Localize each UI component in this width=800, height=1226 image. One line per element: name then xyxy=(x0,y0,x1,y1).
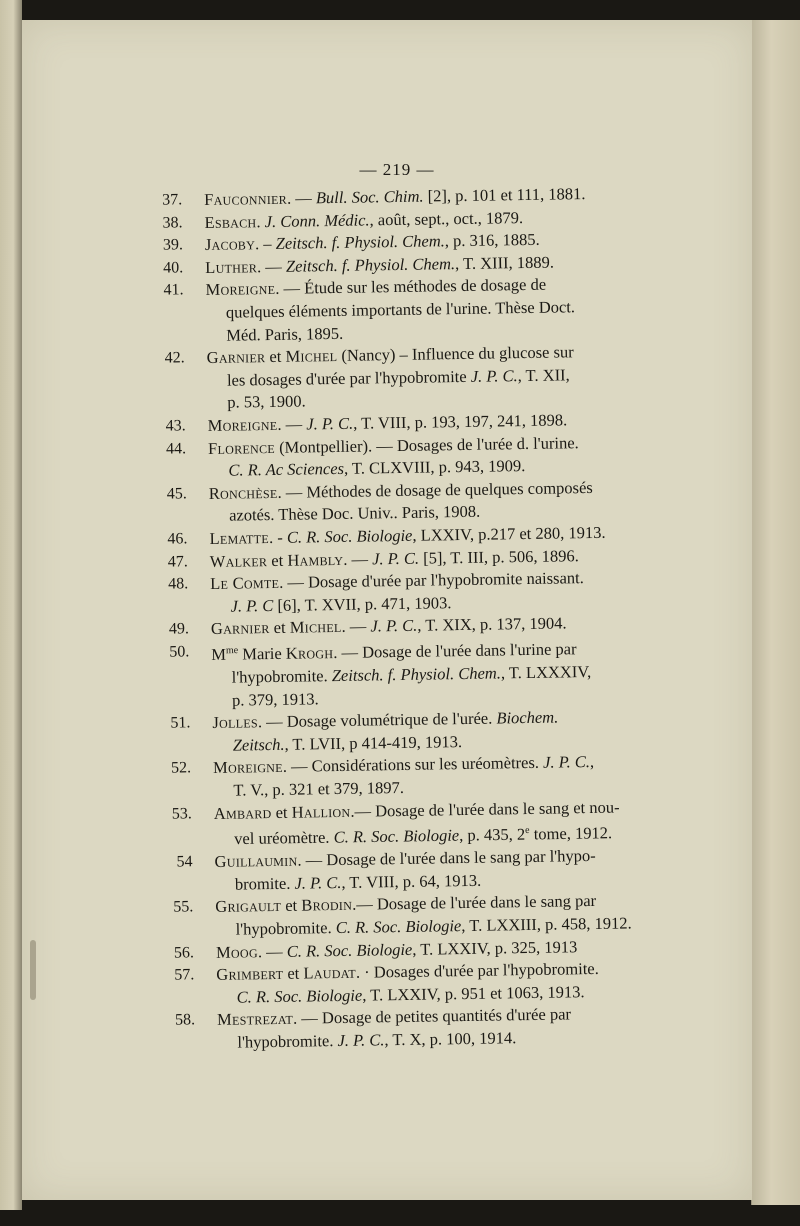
journal-title: Zeitsch. xyxy=(232,734,285,755)
bibliography-entry xyxy=(148,566,669,619)
author-name: Michel xyxy=(289,617,342,638)
entry-line xyxy=(216,959,599,984)
entry-number: 43. xyxy=(165,417,186,435)
entry-line xyxy=(215,891,596,916)
bibliography-entry xyxy=(152,844,673,897)
entry-text: . — Dosage de l'urée dans le sang par l'hypo- xyxy=(297,846,596,870)
author-name: Mestrezat xyxy=(216,1009,294,1030)
entry-text: . — xyxy=(286,188,317,208)
author-name: Moreigne xyxy=(205,279,276,300)
author-name: Jolles xyxy=(212,712,259,733)
entry-line xyxy=(211,640,577,665)
entry-continuation-line xyxy=(217,1025,675,1055)
entry-text: [2], p. 101 et 111, 1881. xyxy=(423,184,586,206)
journal-title: J. P. C. xyxy=(371,548,420,568)
entry-text: , août, sept., oct., 1879. xyxy=(369,207,524,230)
entry-text: , T. LVII, p 414-419, 1913. xyxy=(284,731,463,754)
journal-title: J. P. C. xyxy=(542,752,591,773)
entry-text: et xyxy=(271,802,292,822)
author-name: Garnier xyxy=(206,347,266,368)
entry-text: . — xyxy=(256,256,287,276)
bibliography-entry xyxy=(144,340,665,416)
author-name: Brodin xyxy=(301,895,353,915)
entry-text: , T. CLXVIII, p. 943, 1909. xyxy=(343,456,526,478)
entry-text: . — xyxy=(343,548,373,569)
bibliography-list xyxy=(142,182,676,1056)
entry-line xyxy=(206,342,573,367)
entry-text: , T. LXXIV, p. 325, 1913 xyxy=(412,936,578,959)
author-name: Jacoby xyxy=(204,234,256,255)
entry-text: , T. XIII, 1889. xyxy=(454,252,555,273)
bibliography-entry xyxy=(153,889,674,942)
entry-text: . — Dosage d'urée par l'hypobromite naissant. xyxy=(278,568,584,592)
superscript: e xyxy=(525,825,530,837)
superscript: me xyxy=(225,645,239,657)
entry-text: , T. XIX, p. 137, 1904. xyxy=(417,613,567,636)
author-name: Moog xyxy=(215,941,258,962)
journal-title: J. Conn. Médic. xyxy=(264,210,370,231)
entry-number: 58. xyxy=(174,1011,196,1029)
entry-number: 51. xyxy=(170,714,191,732)
binding-mark xyxy=(30,940,36,1000)
entry-line xyxy=(205,230,540,254)
entry-text: p. 379, 1913. xyxy=(231,688,319,710)
entry-number: 53. xyxy=(171,804,192,823)
entry-number: 48. xyxy=(168,575,189,593)
entry-text: l'hypobromite. xyxy=(237,1031,338,1052)
entry-number: 39. xyxy=(162,236,184,254)
entry-text: . — Méthodes de dosage de quelques composés xyxy=(277,477,593,502)
entry-text: .— Dosage de l'urée dans le sang et nou- xyxy=(350,797,620,821)
book-page xyxy=(22,20,752,1200)
entry-number: 49. xyxy=(168,620,190,638)
journal-title: J. P. C. xyxy=(306,413,354,434)
entry-text: vel uréomètre. xyxy=(234,827,334,849)
entry-line xyxy=(204,184,586,209)
entry-text: , T. XII, xyxy=(517,365,570,385)
entry-text: , T. VIII, p. 193, 197, 241, 1898. xyxy=(353,410,568,433)
entry-text: [5], T. III, p. 506, 1896. xyxy=(418,545,579,568)
bibliography-entry xyxy=(155,1002,676,1055)
author-name: Luther xyxy=(205,256,258,277)
entry-number: 37. xyxy=(162,191,183,209)
entry-number: 50. xyxy=(169,643,190,661)
entry-line xyxy=(209,523,605,548)
entry-line xyxy=(210,546,579,571)
entry-line xyxy=(214,846,595,871)
entry-text: . · Dosages d'urée par l'hypobromite. xyxy=(355,959,599,982)
author-name: Grigault xyxy=(215,896,282,917)
entry-text: . — xyxy=(257,941,287,961)
entry-number: 47. xyxy=(167,552,188,571)
author-name: Guillaumin xyxy=(214,850,298,872)
page-number: — 219 — xyxy=(359,160,435,179)
journal-title: Bull. Soc. Chim. xyxy=(315,186,424,208)
entry-text: .— Dosage de l'urée dans le sang par xyxy=(351,891,597,915)
entry-text: (Nancy) – Influence du glucose sur xyxy=(337,342,574,366)
entry-number: 52. xyxy=(170,759,192,777)
entry-line xyxy=(213,752,594,777)
entry-text: . — Dosage volumétrique de l'urée. xyxy=(257,708,497,732)
entry-text: . - xyxy=(268,527,288,547)
entry-text: bromite. xyxy=(234,873,295,894)
bibliography-entry xyxy=(151,750,672,803)
entry-number: 41. xyxy=(163,281,184,300)
entry-text: . – xyxy=(254,234,276,254)
entry-text: l'hypobromite. xyxy=(231,666,332,687)
author-name: Ronchèse xyxy=(208,482,278,503)
entry-text: et xyxy=(265,346,286,367)
journal-title: C. R. Ac Sciences xyxy=(228,458,345,480)
author-name: Michel xyxy=(285,346,338,366)
entry-line xyxy=(216,937,578,962)
entry-text: . — xyxy=(277,414,307,434)
entry-text: , T. VIII, p. 64, 1913. xyxy=(341,870,482,892)
author-name: Florence xyxy=(207,437,276,458)
entry-text: quelques éléments importants de l'urine. Thèse Doct. xyxy=(225,297,576,322)
entry-number: 56. xyxy=(173,943,195,962)
author-name: Esbach xyxy=(204,211,257,232)
author-name: Walker xyxy=(209,550,268,571)
entry-number: 46. xyxy=(167,530,188,548)
entry-text: , p. 316, 1885. xyxy=(444,229,540,251)
journal-title: J. P. C. xyxy=(337,1030,385,1051)
entry-text: l'hypobromite. xyxy=(235,918,336,939)
entry-number: 42. xyxy=(164,349,185,367)
author-name: Garnier xyxy=(210,618,270,639)
entry-text: . — Étude sur les méthodes de dosage de xyxy=(275,275,547,299)
author-name: Moreigne xyxy=(207,414,278,435)
entry-text: . — Considérations sur les uréomètres. xyxy=(282,753,544,777)
journal-title: Zeitsch. f. Physiol. Chem. xyxy=(275,231,445,254)
entry-number: 54 xyxy=(176,853,193,871)
journal-title: Biochem. xyxy=(496,707,559,728)
page-stack-edge xyxy=(751,20,800,1205)
author-name: Hallion xyxy=(291,801,351,822)
entry-line xyxy=(212,708,558,732)
entry-number: 45. xyxy=(166,485,187,503)
bibliography-entry xyxy=(152,795,673,852)
journal-title: J. P. C. xyxy=(370,616,418,636)
journal-title: C. R. Soc. Biologie xyxy=(335,916,462,938)
entry-text: les dosages d'urée par l'hypobromite xyxy=(226,366,471,390)
entry-line xyxy=(208,433,579,458)
entry-text: et xyxy=(267,550,288,570)
journal-title: C. R. Soc. Biologie xyxy=(286,525,413,547)
entry-text: et xyxy=(280,895,302,916)
entry-text: , T. LXXXIV, xyxy=(500,661,592,683)
entry-text: Marie xyxy=(238,644,286,664)
entry-line xyxy=(205,275,546,299)
entry-number: 55. xyxy=(173,898,194,917)
entry-line xyxy=(210,568,584,593)
author-name: Fauconnier xyxy=(204,188,288,210)
entry-text: . — Dosage de petites quantités d'urée par xyxy=(292,1004,572,1029)
entry-text: , T. LXXIII, p. 458, 1912. xyxy=(461,913,632,936)
entry-text: , xyxy=(589,752,595,772)
entry-line xyxy=(208,410,568,435)
bibliography-entry xyxy=(146,430,667,483)
entry-text: [6], T. XVII, p. 471, 1903. xyxy=(273,592,452,615)
journal-title: J. P. C xyxy=(230,595,274,616)
bibliography-entry xyxy=(150,705,671,758)
entry-text: . — xyxy=(341,616,371,637)
entry-line xyxy=(205,252,554,276)
entry-text: p. 53, 1900. xyxy=(227,391,306,413)
entry-text: (Montpellier). — Dosages de l'urée d. l'urine. xyxy=(274,432,579,457)
author-name: Laudat xyxy=(303,962,357,983)
entry-text: azotés. Thèse Doc. Univ.. Paris, 1908. xyxy=(228,502,481,525)
facing-page-edge xyxy=(0,0,22,1210)
entry-number: 57. xyxy=(174,966,195,984)
entry-text: Méd. Paris, 1895. xyxy=(226,323,344,345)
author-name: Hambly xyxy=(287,549,344,570)
bibliography-entry xyxy=(143,272,664,348)
entry-text: , p. 435, 2 xyxy=(459,824,526,845)
bibliography-entry xyxy=(154,957,675,1010)
author-name: Krogh xyxy=(285,643,334,664)
journal-title: J. P. C. xyxy=(294,872,342,893)
entry-number: 44. xyxy=(165,439,187,458)
entry-line xyxy=(209,478,593,503)
author-name: Moreigne xyxy=(212,757,283,778)
journal-title: Zeitsch. f. Physiol. Chem. xyxy=(285,253,456,276)
entry-text: T. V., p. 321 et 379, 1897. xyxy=(233,777,405,800)
bibliography-entry xyxy=(147,476,668,529)
entry-text: et xyxy=(283,963,304,984)
entry-text: et xyxy=(269,618,290,638)
entry-text: tome, 1912. xyxy=(529,823,613,844)
entry-line xyxy=(217,1005,571,1030)
journal-title: C. R. Soc. Biologie xyxy=(236,985,363,1007)
author-name: Ambard xyxy=(213,802,272,823)
author-name: Le Comte xyxy=(210,572,280,594)
journal-title: J. P. C. xyxy=(470,365,518,386)
entry-number: 40. xyxy=(163,259,184,277)
entry-line xyxy=(204,208,523,232)
entry-number: 38. xyxy=(162,213,183,232)
entry-text: . xyxy=(256,211,265,231)
entry-text: , T. LXXIV, p. 951 et 1063, 1913. xyxy=(362,981,585,1005)
entry-line xyxy=(211,614,567,639)
journal-title: C. R. Soc. Biologie xyxy=(333,825,460,847)
bibliography-entry xyxy=(149,634,670,713)
author-name: Grimbert xyxy=(216,964,284,985)
entry-text: , T. X, p. 100, 1914. xyxy=(384,1028,517,1050)
journal-title: C. R. Soc. Biologie xyxy=(286,939,413,961)
entry-text: , LXXIV, p.217 et 280, 1913. xyxy=(412,522,606,545)
author-name: Lematte xyxy=(209,527,270,548)
entry-text: . — Dosage de l'urée dans l'urine par xyxy=(333,639,577,663)
entry-text: M xyxy=(211,645,227,665)
journal-title: Zeitsch. f. Physiol. Chem. xyxy=(331,663,502,686)
